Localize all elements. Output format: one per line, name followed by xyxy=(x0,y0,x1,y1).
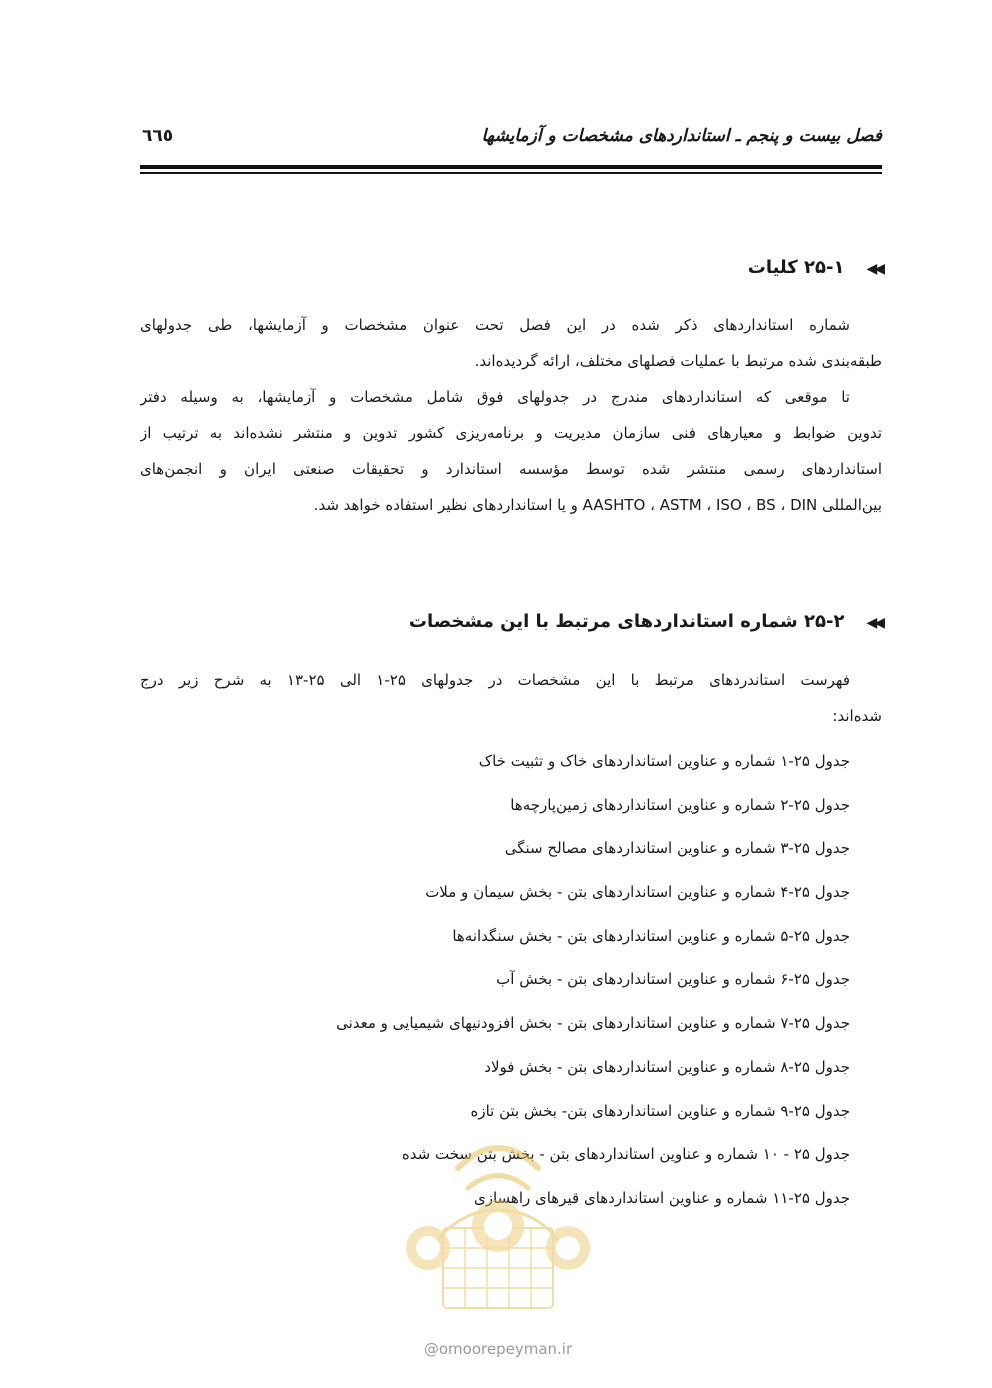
paragraph-line: تا موقعی که استانداردهای مندرج در جدولهای فوق شامل مشخصات و آزمایشها، به وسیله دفتر xyxy=(140,388,850,406)
double-arrow-icon: ◀◀ xyxy=(866,261,882,277)
paragraph-line: شده‌اند: xyxy=(832,707,882,725)
list-item: جدول ۲۵-۱۱ شماره و عناوین استانداردهای قیرهای راهسازی xyxy=(473,1188,850,1207)
paragraph-line: شماره استانداردهای ذکر شده در این فصل تحت عنوان مشخصات و آزمایشها، طی جدولهای xyxy=(140,316,850,334)
running-header-title: فصل بیست و پنجم ـ استانداردهای مشخصات و آزمایشها xyxy=(481,126,882,146)
list-item: جدول ۲۵-۸ شماره و عناوین استانداردهای بتن - بخش فولاد xyxy=(484,1057,850,1076)
list-item: جدول ۲۵ - ۱۰ شماره و عناوین استانداردهای بتن - بخش بتن سخت شده xyxy=(401,1145,850,1164)
paragraph-general-1 xyxy=(140,307,882,523)
section-heading-text: ۲۵-۱ کلیات xyxy=(747,257,845,278)
paragraph-line: استانداردهای رسمی منتشر شده توسط مؤسسه استاندارد و تحقیقات صنعتی ایران و انجمن‌های xyxy=(140,460,882,478)
paragraph-line: تدوین ضوابط و معیارهای فنی سازمان مدیریت و برنامه‌ریزی کشور تدوین و منتشر نشده‌اند به ترتیب از xyxy=(140,424,882,442)
list-item: جدول ۲۵-۴ شماره و عناوین استانداردهای بتن - بخش سیمان و ملات xyxy=(425,883,850,902)
double-arrow-icon: ◀◀ xyxy=(866,615,882,631)
section-heading-standards xyxy=(409,611,882,632)
watermark-url: @omoorepeyman.ir xyxy=(423,1340,573,1358)
list-item: جدول ۲۵-۹ شماره و عناوین استانداردهای بتن- بخش بتن تازه xyxy=(470,1101,850,1120)
header-rule-thin xyxy=(140,172,882,174)
list-item: جدول ۲۵-۵ شماره و عناوین استانداردهای بتن - بخش سنگدانه‌ها xyxy=(452,926,850,945)
paragraph-line: فهرست استاندردهای مرتبط با این مشخصات در جدولهای ۲۵-۱ الی ۲۵-۱۳ به شرح زیر درج xyxy=(140,671,850,689)
header-rule-thick xyxy=(140,165,882,169)
section-heading-text: ۲۵-۲ شماره استانداردهای مرتبط با این مشخصات xyxy=(408,611,845,632)
list-item: جدول ۲۵-۱ شماره و عناوین استانداردهای خاک و تثبیت خاک xyxy=(478,752,850,770)
section-heading-general xyxy=(748,257,882,278)
watermark-logo-icon xyxy=(388,1108,608,1328)
page-number: ٦٦٥ xyxy=(142,126,174,146)
list-item: جدول ۲۵-۷ شماره و عناوین استانداردهای بتن - بخش افزودنیهای شیمیایی و معدنی xyxy=(336,1014,850,1033)
paragraph-line: طبقه‌بندی شده مرتبط با عملیات فصلهای مختلف، ارائه گردیده‌اند. xyxy=(474,352,882,370)
list-item: جدول ۲۵-۶ شماره و عناوین استانداردهای بتن - بخش آب xyxy=(496,970,850,989)
list-item: جدول ۲۵-۳ شماره و عناوین استانداردهای مصالح سنگی xyxy=(504,839,850,858)
paragraph-standards-intro xyxy=(140,662,882,734)
list-item: جدول ۲۵-۲ شماره و عناوین استانداردهای زمین‌پارچه‌ها xyxy=(510,795,850,814)
paragraph-line: بین‌المللی AASHTO ، ASTM ، ISO ، BS ، DIN و یا استانداردهای نظیر استفاده خواهد شد. xyxy=(313,496,882,514)
